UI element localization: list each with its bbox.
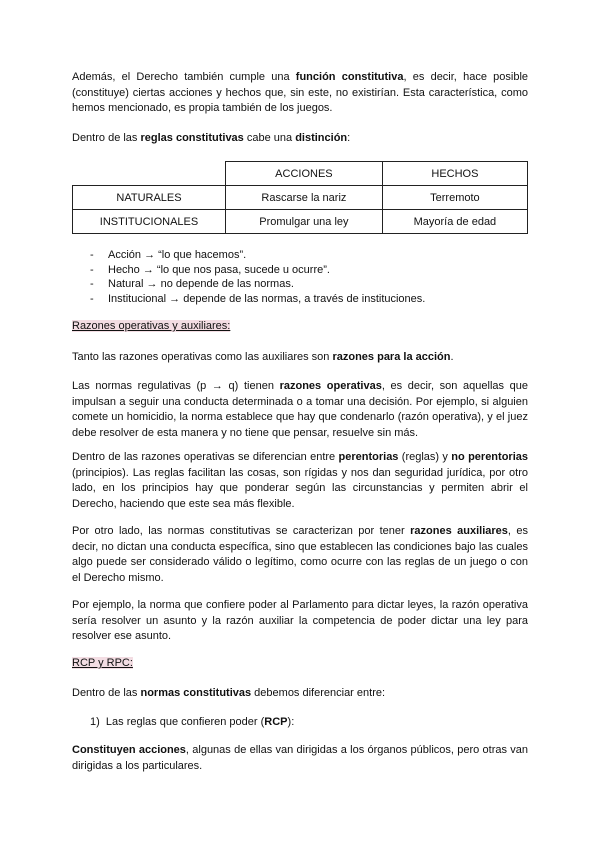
- table-cell: Rascarse la nariz: [226, 186, 383, 210]
- table-corner-cell: [73, 162, 226, 186]
- table-cell: Promulgar una ley: [226, 210, 383, 234]
- dentro-paragraph: Dentro de las normas constitutivas debemos diferenciar entre:: [72, 687, 386, 699]
- table-row-label: NATURALES: [73, 186, 226, 210]
- table-cell: Terremoto: [382, 186, 527, 210]
- razones-paragraph: Tanto las razones operativas como las auxiliares son razones para la acción.: [72, 351, 454, 363]
- perentorias-paragraph: Dentro de las razones operativas se diferencian entre perentorias (reglas) y no perentorias (principios). Las reglas facilitan las cosas, son rígidas y nos dan seguridad jurídica, por otro lado, en los principios hay que ponderar según las circunstancias y permiten abrir el Derecho, haciendo que este sea más flexible.: [72, 451, 528, 510]
- definitions-list: [90, 248, 530, 306]
- ejemplo-paragraph: Por ejemplo, la norma que confiere poder al Parlamento para dictar leyes, la razón operativa sería resolver un asunto y la razón auxiliar la competencia de poder dictar una ley para resolver ese asunto.: [72, 599, 528, 642]
- section-heading-rcp: RCP y RPC:: [72, 657, 133, 669]
- list-item: - Hecho → “lo que nos pasa, sucede u ocurre”.: [90, 263, 530, 278]
- list-item: - Acción → “lo que hacemos”.: [90, 248, 530, 263]
- table-row: [73, 210, 528, 234]
- regulativas-paragraph: Las normas regulativas (p → q) tienen razones operativas, es decir, son aquellas que impulsan a seguir una conducta determinada o a tomar una decisión. Por ejemplo, si alguien comete un homicidio, la norma establece que hay que condenarlo (razón operativa), y el juez debe resolver de esta manera y no tiene que pensar, resuelve sin más.: [72, 380, 529, 439]
- list-item: 1) Las reglas que confieren poder (RCP):: [90, 716, 295, 728]
- constituyen-paragraph: Constituyen acciones, algunas de ellas van dirigidas a los órganos públicos, pero otras van dirigidas a los particulares.: [72, 744, 528, 772]
- table-row: [73, 186, 528, 210]
- table-row-label: INSTITUCIONALES: [73, 210, 226, 234]
- table-header-hechos: HECHOS: [382, 162, 527, 186]
- table-header-acciones: ACCIONES: [226, 162, 383, 186]
- list-item: - Natural → no depende de las normas.: [90, 277, 530, 292]
- list-item: - Institucional → depende de las normas, a través de instituciones.: [90, 292, 530, 307]
- auxiliares-paragraph: Por otro lado, las normas constitutivas se caracterizan por tener razones auxiliares, es decir, no dictan una conducta específica, sino que establecen las condiciones bajo las cuales algo puede ser considerado válido o legítimo, como ocurre con las reglas de un juego o con el Derecho mismo.: [72, 525, 529, 584]
- distinction-table: [72, 161, 528, 234]
- table-header-row: [73, 162, 528, 186]
- distincion-paragraph: Dentro de las reglas constitutivas cabe una distinción:: [72, 132, 351, 144]
- section-heading-razones: Razones operativas y auxiliares:: [72, 320, 231, 332]
- intro-paragraph: Además, el Derecho también cumple una función constitutiva, es decir, hace posible (constituye) ciertas acciones y hechos que, sin este, no existirían. Esta característica, como hemos mencionado, es propia también de los juegos.: [72, 71, 529, 114]
- numbered-list: [90, 715, 294, 730]
- table-cell: Mayoría de edad: [382, 210, 527, 234]
